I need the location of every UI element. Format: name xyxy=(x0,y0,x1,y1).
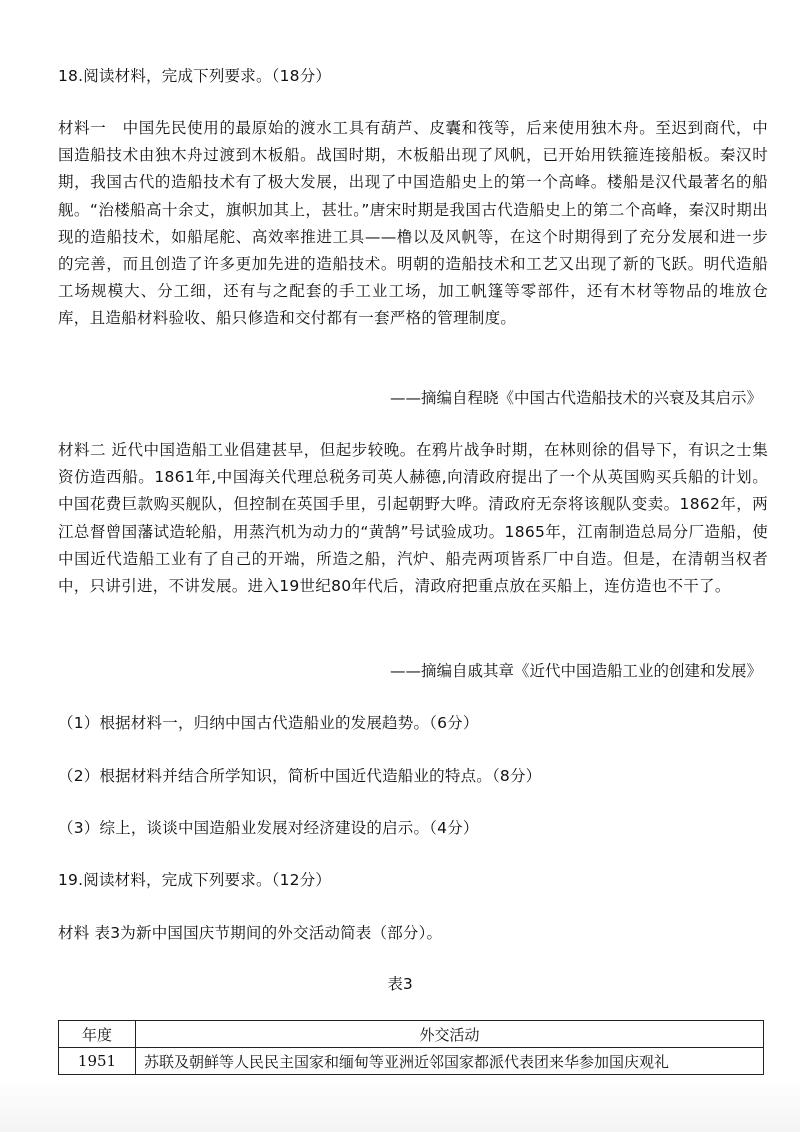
question-18-heading: 18.阅读材料，完成下列要求。（18分） xyxy=(58,67,332,85)
table-cell-year: 1951 xyxy=(59,1048,136,1075)
material-1-source: ——摘编自程晓《中国古代造船技术的兴衰及其启示》 xyxy=(389,389,762,407)
table-header-activity: 外交活动 xyxy=(136,1021,764,1048)
question-18-2: （2）根据材料并结合所学知识，简析中国近代造船业的特点。（8分） xyxy=(58,767,542,785)
diplomacy-table xyxy=(58,1020,764,1075)
table-caption: 表3 xyxy=(387,975,413,993)
question-18-3: （3）综上，谈谈中国造船业发展对经济建设的启示。（4分） xyxy=(58,819,479,837)
material-2-source: ——摘编自戚其章《近代中国造船工业的创建和发展》 xyxy=(389,662,762,680)
table-header-row xyxy=(59,1021,764,1048)
material-2-text: 材料二 近代中国造船工业倡建甚早，但起步较晚。在鸦片战争时期，在林则徐的倡导下，有识之士集资仿造西船。1861年,中国海关代理总税务司英人赫德,向清政府提出了一个从英国购买兵船的计划。中国花费巨款购买舰队，但控制在英国手里，引起朝野大哗。清政府无奈将该舰队变卖。1862年，两江总督曾国藩试造轮船，用蒸汽机为动力的“黄鹄”号试验成功。1865年，江南制造总局分厂造船，使中国近代造船工业有了自己的开端，所造之船，汽炉、船壳两项皆系厂中自造。但是，在清朝当权者中，只讲引进，不讲发展。进入19世纪80年代后，清政府把重点放在买船上，连仿造也不干了。 xyxy=(58,441,768,596)
table-row xyxy=(59,1048,764,1075)
question-19-intro: 材料 表3为新中国国庆节期间的外交活动简表（部分）。 xyxy=(58,924,443,942)
question-18-1: （1）根据材料一，归纳中国古代造船业的发展趋势。（6分） xyxy=(58,714,479,732)
table-cell-activity: 苏联及朝鲜等人民民主国家和缅甸等亚洲近邻国家都派代表团来华参加国庆观礼 xyxy=(136,1048,764,1075)
material-1-text: 材料一 中国先民使用的最原始的渡水工具有葫芦、皮囊和筏等，后来使用独木舟。至迟到商代，中国造船技术由独木舟过渡到木板船。战国时期，木板船出现了风帆，已开始用铁箍连接船板。秦汉时期，我国古代的造船技术有了极大发展，出现了中国造船史上的第一个高峰。楼船是汉代最著名的船舰。“治楼船高十余丈，旗帜加其上，甚壮。”唐宋时期是我国古代造船史上的第二个高峰，秦汉时期出现的造船技术，如船尾舵、高效率推进工具——橹以及风帆等，在这个时期得到了充分发展和进一步的完善，而且创造了许多更加先进的造船技术。明朝的造船技术和工艺又出现了新的飞跃。明代造船工场规模大、分工细，还有与之配套的手工业工场，加工帆篷等零部件，还有木材等物品的堆放仓库，且造船材料验收、船只修造和交付都有一套严格的管理制度。 xyxy=(58,119,768,328)
table-header-year: 年度 xyxy=(59,1021,136,1048)
page-bottom-fade xyxy=(0,1076,800,1132)
question-19-heading: 19.阅读材料，完成下列要求。（12分） xyxy=(58,871,332,889)
